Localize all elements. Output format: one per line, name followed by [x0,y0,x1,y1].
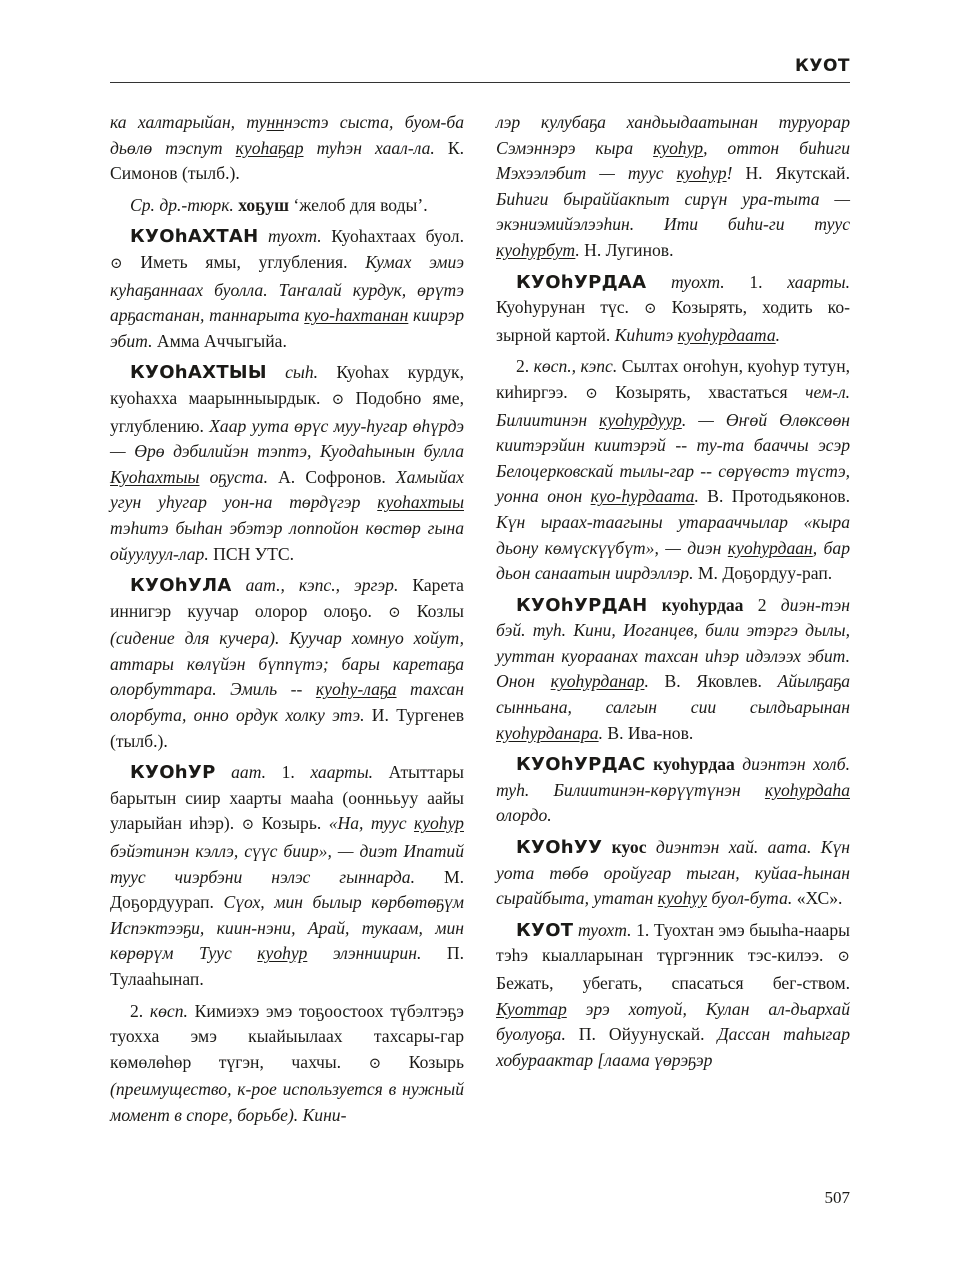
example-word: куоhурданара [496,722,599,743]
example-word: куоhур [676,163,727,184]
example-word: куоhуу [657,888,708,909]
left-column [110,110,464,1129]
headword: КУОhАХТЫЫ [130,362,267,384]
running-head: КУОТ [794,56,850,76]
example-word: куоhурдуур [599,409,682,430]
headword: КУОhАХТАН [130,226,259,248]
entry-kuohurdaa-sense-2: 2. көсп., кэпс. Сылтах оҥоhун, куоhур тутун, киhиргээ. ⊙ Козырять, хвастаться чем-л. Билиитинэн куоhурдуур. — Өҥөй Өлөксөөн киитэрэйин киитэрэй -- ту-та бааччы эсэр Белоцерковскай тылы-гар -- сөрүөстэ түстэ, уонна онон куо-hурдаата. В. Протодьяконов. Күн ыраах-таагыны утарааччылар «кыра дьону көмүскүүбүт», — диэн куоhурдаан, бар дьон санаатын иирдэллэр. М. Доҕордуу-рап. [496,356,851,584]
example-word: куоhурдаата [677,324,776,345]
entry-kuohurdan: КУОhУРДАН куоhурдаа 2 диэн-тэн бэй. туh. Кини, Иоганцев, били этэргэ дылы, ууттан куораанах тахсан иhэр идэлээх эбит. Онон куоhурданар. В. Яковлев. Айылҕаҕа сынньана, салгын сии сылдьарынан куоhурданара. В. Ива-нов. [496,594,850,743]
example-word: куоhур [257,943,308,964]
example-word: куоhахтыы [377,492,464,513]
headword: КУОhУЛА [130,575,232,597]
etymology-note: Ср. др.-тюрк. хоҕуш ‘желоб для воды’. [130,194,428,215]
right-column [496,110,850,1073]
russian-equivalent-icon: ⊙ [110,255,123,272]
headword: КУОhУРДАА [516,271,647,293]
entry-kuohur-sense-2: 2. көсп. Кимиэхэ эмэ тоҕоостоох түбэлтэҕэ туохха эмэ кыайыылаах тахсары-гар көмөлөhөр түгэн, чахчы. ⊙ Козырь (преимущество, к-рое используется в нужный момент в споре, борьбе). Кини- [110,1000,464,1125]
entry-kuot: КУОТ туохт. 1. Туохтан эмэ быыhа-наары тэhэ кыалларынан түргэнник тэс-килээ. ⊙ Бежать, убегать, спасаться бег-ством. Куоттар эрэ хотуой, Кулан ал-дьархай буолуоҕа. П. Ойуунускай. Дассан таhыгар хобураактар [лаама үөрэҕэр [496,919,850,1070]
russian-equivalent-icon: ⊙ [837,949,850,966]
russian-equivalent-icon: ⊙ [643,301,657,318]
example-word: куоhурбут [496,239,576,260]
example-word: куоhу-лаҕа [315,679,397,700]
russian-equivalent-icon: ⊙ [368,1055,382,1072]
example-word: куоhурдаан [727,537,813,558]
entry-kuohula: КУОhУЛА аат., кэпс., эргэр. Карета иннигэр куучар олорор олоҕо. ⊙ Козлы (сидение для кучера). Куучар хомнуо хойут, аттары көлүйэн бүппүтэ; бары каретаҕа олорбуттара. Эмиль -- куоhу-лаҕа тахсан олорбута, онно ордук холку этэ. И. Тургенев (тылб.). [110,575,464,751]
example-word: куоhур [413,813,464,834]
headword: КУОhУРДАН [516,594,648,616]
example-word: куо-hурдаата [590,486,695,507]
entry-kuohurdas: КУОhУРДАС куоhурдаа диэнтэн холб. туh. Билиитинэн-көрүүтүнэн куоhурдаhа олордо. [496,754,850,826]
russian-equivalent-icon: ⊙ [241,817,255,834]
example-word: куоhур [653,137,704,158]
headword: КУОТ [516,919,574,941]
entry-kuohur: КУОhУР аат. 1. хаарты. Атыттары барытын сиир хаарты мааhа (ооннььуу аайы уларыйан иhэр). ⊙ Козырь. «Hа, туус куоhур бэйэтинэн кэллэ, сүүс биир», — диэт Ипатий туус чиэрбэни нэлэс гыннарда. М. Доҕордуурап. Сүох, мин былыр көрбөтөҕүм Испэктээҕи, киин-нэни, Арай, тукаам, мин көрөрүм Туус куоhур элэнниирин. П. Тулааhынап. [110,762,465,989]
headword: КУОhУР [130,762,216,784]
example-word: Куоhахтыы [110,466,200,487]
example-word: Куоттар [496,998,567,1019]
entry-kuohakhtan: КУОhАХТАН туохт. Куоhахтаах буол. ⊙ Иметь ямы, углубления. Кумах эмиэ куhаҕаннаах буолла. Таҥалай курдук, өрүтэ арҕастанан, таннарыта куо-hахтанан киирэр эбит. Амма Аччыгыйа. [110,226,464,351]
example-word: куоhурдаhа [764,779,850,800]
headword: КУОhУУ [516,837,603,859]
entry-continuation: ка халтарыйан, тунннэстэ сыста, буом-ба дьөлө тэспут куоhаҕар туhэн хаал-ла. К. Симонов (тылб.). [110,112,464,184]
entry-kuohurdaa: КУОhУРДАА туохт. 1. хаарты. Куоhурунан түс. ⊙ Козырять, ходить ко-зырной картой. Киhитэ куоhурдаата. [496,271,850,345]
page-number: 507 [824,1188,850,1207]
russian-equivalent-icon: ⊙ [331,391,345,408]
russian-equivalent-icon: ⊙ [585,385,598,402]
entry-kuohuu: КУОhУУ куос диэнтэн хай. аата. Күн уота төбө оройугар тыган, куйаа-hынан сырайбыта, утатан куоhуу буол-бута. «ХС». [496,837,850,909]
entry-kuohakhtyy: КУОhАХТЫЫ сыh. Куоhах курдук, куоhахха маарынныырдык. ⊙ Подобно яме, углублению. Хаар уута өрүс муу-hугар өhүрдэ — Өрө дэбилийэн тэптэ, Куодаhынын булла Куоhахтыы оҕуста. А. Софронов. Хамыйах угун уhугар уон-на төрдүгэр куоhахтыы тэhитэ быhан эбэтэр лоппойон көстөр гына ойуулуул-лар. ПСН УТС. [110,362,465,564]
example-word: куо-hахтанан [304,305,409,326]
page-header [110,50,850,83]
example-word: куоhурданар [550,671,645,692]
russian-equivalent-icon: ⊙ [388,604,401,621]
example-word: куоhаҕар [235,137,304,158]
headword: КУОhУРДАС [516,754,646,776]
entry-continuation: лэр кулубаҕа хандьыдаатынан туруорар Сэмэннэрэ кыра куоhур, оттон биhиги Мэхээлэбит — туус куоhур! Н. Якутскай. Биhиги быраййакпыт сирүн ура-тыта — экэниэмийэлээhин. Ити биhи-ги туус куоhурбут. Н. Лугинов. [496,112,850,260]
